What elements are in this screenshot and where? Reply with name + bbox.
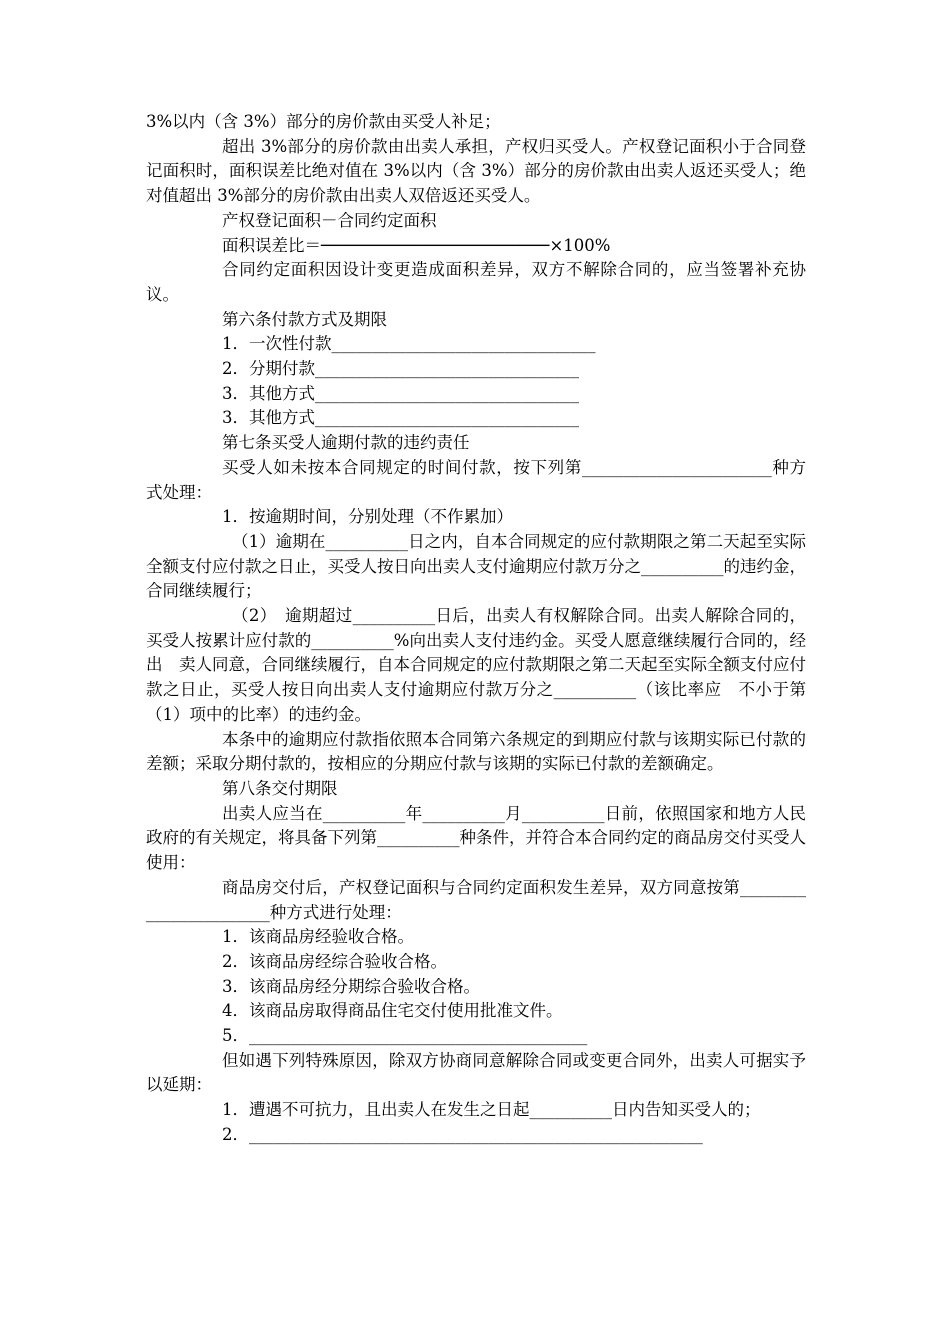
paragraph-2: 超出 3%部分的房价款由出卖人承担，产权归买受人。产权登记面积小于合同登记面积时，面积误差比绝对值在 3%以内（含 3%）部分的房价款由出卖人返还买受人；绝对值超出 3%部分的房价款由出卖人双倍返还买受人。 [146,136,806,206]
list-item: 2．该商品房经综合验收合格。 [222,951,447,971]
section-8-heading: 第八条交付期限 [222,778,338,798]
paragraph-16: 本条中的逾期应付款指依照本合同第六条规定的到期应付款与该期实际已付款的差额；采取分期付款的，按相应的分期应付款与该期的实际已付款的差额确定。 [146,729,806,774]
list-item: 2．分期付款________________________________ [222,359,579,379]
list-item: 5．_________________________________________ [222,1026,588,1046]
list-item: 1．一次性付款________________________________ [222,334,596,354]
list-item: 3．其他方式________________________________ [222,408,579,428]
paragraph-12: 买受人如未按本合同规定的时间付款，按下列第_______________________种方式处理： [146,457,806,502]
list-item: 1．按逾期时间，分别处理（不作累加） [222,507,513,527]
paragraph-25: 但如遇下列特殊原因，除双方协商同意解除合同或变更合同外，出卖人可据实予以延期： [146,1050,806,1095]
paragraph-18: 出卖人应当在__________年__________月__________日前，依照国家和地方人民政府的有关规定，将具备下列第__________种条件，并符合本合同约定的商品房交付买受人使用： [146,803,806,873]
section-6-heading: 第六条付款方式及期限 [222,309,387,329]
list-item: 1．该商品房经验收合格。 [222,927,414,947]
sub-item-1: （1）逾期在__________日之内，自本合同规定的应付款期限之第二天起至实际全额支付应付款之日止，买受人按日向出卖人支付逾期应付款万分之__________的违约金，合同继续履行； [146,531,806,601]
section-7-heading: 第七条买受人逾期付款的违约责任 [222,433,470,453]
paragraph-5: 合同约定面积因设计变更造成面积差异，双方不解除合同的，应当签署补充协议。 [146,260,806,304]
paragraph-19: 商品房交付后，产权登记面积与合同约定面积发生差异，双方同意按第_______________________种方式进行处理： [146,877,806,922]
sub-item-2: （2） 逾期超过__________日后，出卖人有权解除合同。出卖人解除合同的，买受人按累计应付款的__________%向出卖人支付违约金。买受人愿意继续履行合同的，经出 卖人同意，合同继续履行，自本合同规定的应付款期限之第二天起至实际全额支付应付款之日止，买受人按日向出卖人支付逾期应付款万分之__________（该比率应 不小于第（1）项中的比率）的违约金。 [146,606,806,724]
list-item: 1．遭遇不可抗力，且出卖人在发生之日起__________日内告知买受人的； [222,1100,761,1120]
list-item: 3．该商品房经分期综合验收合格。 [222,976,480,996]
list-item: 4．该商品房取得商品住宅交付使用批准文件。 [222,1001,563,1021]
list-item: 3．其他方式________________________________ [222,383,579,403]
paragraph-4: 面积误差比＝───────────────────────×100% [222,235,611,255]
document-body [146,110,806,1148]
paragraph-3: 产权登记面积－合同约定面积 [222,210,437,230]
list-item: 2．_______________________________________________________ [222,1124,703,1144]
paragraph-1: 3%以内（含 3%）部分的房价款由买受人补足； [146,112,501,131]
